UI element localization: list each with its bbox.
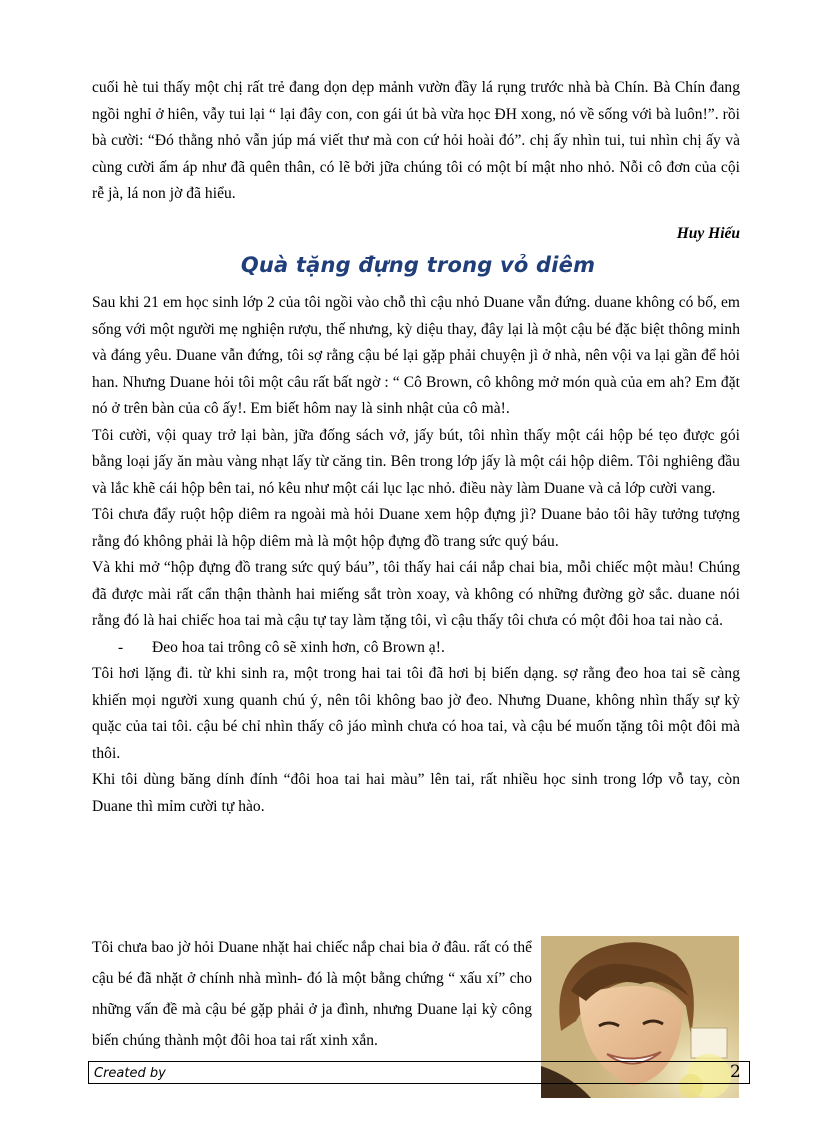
dialogue-line [92,635,740,662]
dialogue-dash: - [118,638,124,656]
story-last-paragraph: Tôi chưa bao jờ hỏi Duane nhặt hai chiếc nắp chai bia ở đâu. rất có thể cậu bé đã nhặt ở chính nhà mình- đó là một bằng chứng “ xấu xí” cho những vấn đề mà cậu bé gặp phải ở ja đình, nhưng Duane lại kỳ công biến chúng thành một đôi hoa tai rất xinh xắn. [92,939,532,1049]
page-number: 2 [730,1062,741,1082]
story-title: Quà tặng đựng trong vỏ diêm [240,253,596,277]
story-paragraph: Tôi chưa đẩy ruột hộp diêm ra ngoài mà hỏi Duane xem hộp đựng jì? Duane bảo tôi hãy tưởng tượng rằng đó không phải là hộp diêm mà là một hộp đựng đồ trang sức quý báu. [92,506,740,550]
story-paragraph: Khi tôi dùng băng dính đính “đôi hoa tai hai màu” lên tai, rất nhiều học sinh trong lớp vỗ tay, còn Duane thì mỉm cười tự hào. [92,771,740,815]
story-paragraph: Sau khi 21 em học sinh lớp 2 của tôi ngồi vào chỗ thì cậu nhỏ Duane vẫn đứng. duane không có bố, em sống với một người mẹ nghiện rượu, thế nhưng, kỳ diệu thay, đây lại là một cậu bé đặc biệt thông minh và đáng yêu. Duane vẫn đứng, tôi sợ rằng cậu bé lại gặp phải chuyện jì ở nhà, nên vội va lại gần để hỏi han. Nhưng Duane hỏi tôi một câu rất bất ngờ : “ Cô Brown, cô không mở món quà của em ah? Em đặt nó ở trên bàn của cô ấy!. Em biết hôm nay là sinh nhật của cô mà!. [92,294,740,417]
footer-created-by: Created by [94,1066,166,1081]
story-paragraph: Tôi hơi lặng đi. từ khi sinh ra, một trong hai tai tôi đã hơi bị biến dạng. sợ rằng đeo hoa tai sẽ càng khiến mọi người xung quanh chú ý, nên tôi không bao jờ đeo. Nhưng Duane, không nhìn thấy sự kỳ quặc của tai tôi. cậu bé chỉ nhìn thấy cô jáo mình chưa có hoa tai, và cậu bé muốn tặng tôi một đôi mà thôi. [92,665,740,762]
intro-paragraph: cuối hè tui thấy một chị rất trẻ đang dọn dẹp mảnh vườn đầy lá rụng trước nhà bà Chín. Bà Chín đang ngồi nghỉ ở hiên, vẫy tui lại “ lại đây con, con gái út bà vừa học ĐH xong, nó về sống với bà luôn!”. rồi bà cười: “Đó thằng nhỏ vẫn júp má viết thư mà con cứ hỏi hoài đó”. chị ấy nhìn tui, tui nhìn chị ấy và cùng cười ấm áp như đã quên thân, có lẽ bởi jữa chúng tôi có một bí mật nho nhỏ. Nỗi cô đơn của cội rễ jà, lá non jờ đã hiểu. [92,79,740,202]
intro-block [92,75,740,208]
story-paragraph: Tôi cười, vội quay trở lại bàn, jữa đống sách vở, jấy bút, tôi nhìn thấy một cái hộp bé tẹo được gói bằng loại jấy ăn màu vàng nhạt lấy từ căng tin. Bên trong lớp jấy là một cái hộp diêm. Tôi nghiêng đầu và lắc khẽ cái hộp bên tai, nó kêu như một cái lục lạc nhỏ. điều này làm Duane và cả lớp cười vang. [92,426,740,497]
dialogue-text: Đeo hoa tai trông cô sẽ xinh hơn, cô Brown ạ!. [152,638,445,656]
story-body [92,290,740,820]
story-paragraph: Và khi mở “hộp đựng đồ trang sức quý báu”, tôi thấy hai cái nắp chai bia, mỗi chiếc một màu! Chúng đã được mài rất cẩn thận thành hai miếng sắt tròn xoay, và không có những đường gờ sắc. duane nói rằng đó là hai chiếc hoa tai mà cậu tự tay làm tặng tôi, vì cậu thấy tôi chưa có một đôi hoa tai nào cả. [92,559,740,629]
footer-frame [88,1062,750,1084]
author-signature: Huy Hiếu [676,225,740,242]
